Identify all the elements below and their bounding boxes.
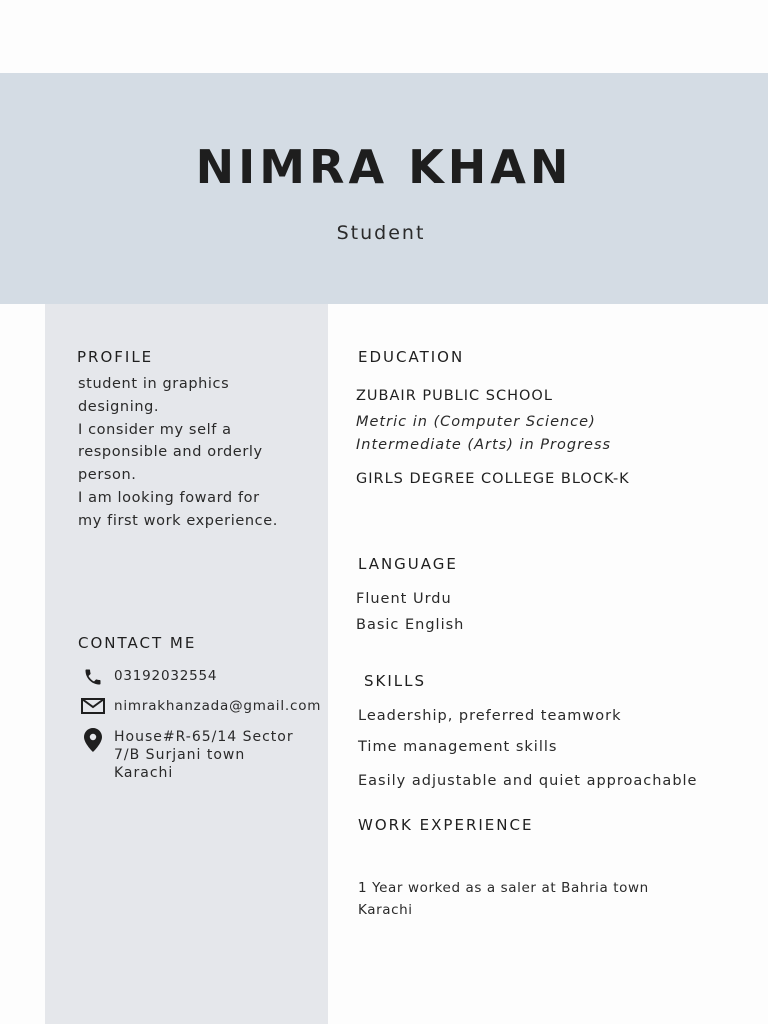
language-item: Fluent Urdu <box>356 591 452 607</box>
profile-line: designing. <box>78 398 160 415</box>
skill-item: Easily adjustable and quiet approachable <box>358 773 698 789</box>
contact-phone-row <box>80 667 217 687</box>
email-address[interactable]: nimrakhanzada@gmail.com <box>114 698 322 714</box>
profile-text <box>78 373 318 533</box>
contact-email-row <box>80 697 321 717</box>
contact-heading: CONTACT ME <box>78 634 197 652</box>
envelope-icon <box>80 697 106 717</box>
language-heading: LANGUAGE <box>358 555 458 573</box>
phone-number[interactable]: 03192032554 <box>114 668 218 684</box>
school-name: ZUBAIR PUBLIC SCHOOL <box>356 388 553 404</box>
work-line: Karachi <box>358 901 413 918</box>
language-item: Basic English <box>356 617 465 633</box>
contact-address-row <box>80 728 294 782</box>
profile-heading: PROFILE <box>77 348 154 366</box>
work-experience-heading: WORK EXPERIENCE <box>358 816 534 834</box>
candidate-role: Student <box>336 222 426 244</box>
work-line: 1 Year worked as a saler at Bahria town <box>358 880 649 896</box>
school-name: GIRLS DEGREE COLLEGE BLOCK-K <box>356 471 630 487</box>
profile-line: student in graphics <box>78 376 230 392</box>
skill-item: Time management skills <box>358 739 558 755</box>
skill-item: Leadership, preferred teamwork <box>358 708 622 724</box>
profile-line: responsible and orderly <box>78 444 263 461</box>
education-detail: Intermediate (Arts) in Progress <box>356 437 612 453</box>
profile-line: I consider my self a <box>78 421 232 438</box>
profile-line: person. <box>78 467 137 484</box>
profile-line: my first work experience. <box>78 512 278 529</box>
education-heading: EDUCATION <box>358 348 465 366</box>
map-pin-icon <box>80 728 106 748</box>
skills-heading: SKILLS <box>364 672 427 690</box>
address-line: Karachi <box>114 765 174 781</box>
address-line: 7/B Surjani town <box>114 747 246 763</box>
candidate-name: NIMRA KHAN <box>195 140 573 194</box>
phone-icon <box>80 667 106 687</box>
work-experience-text <box>358 878 688 921</box>
profile-line: I am looking foward for <box>78 489 260 506</box>
address-text <box>114 728 294 782</box>
address-line: House#R-65/14 Sector <box>114 729 294 745</box>
education-detail: Metric in (Computer Science) <box>356 414 596 430</box>
